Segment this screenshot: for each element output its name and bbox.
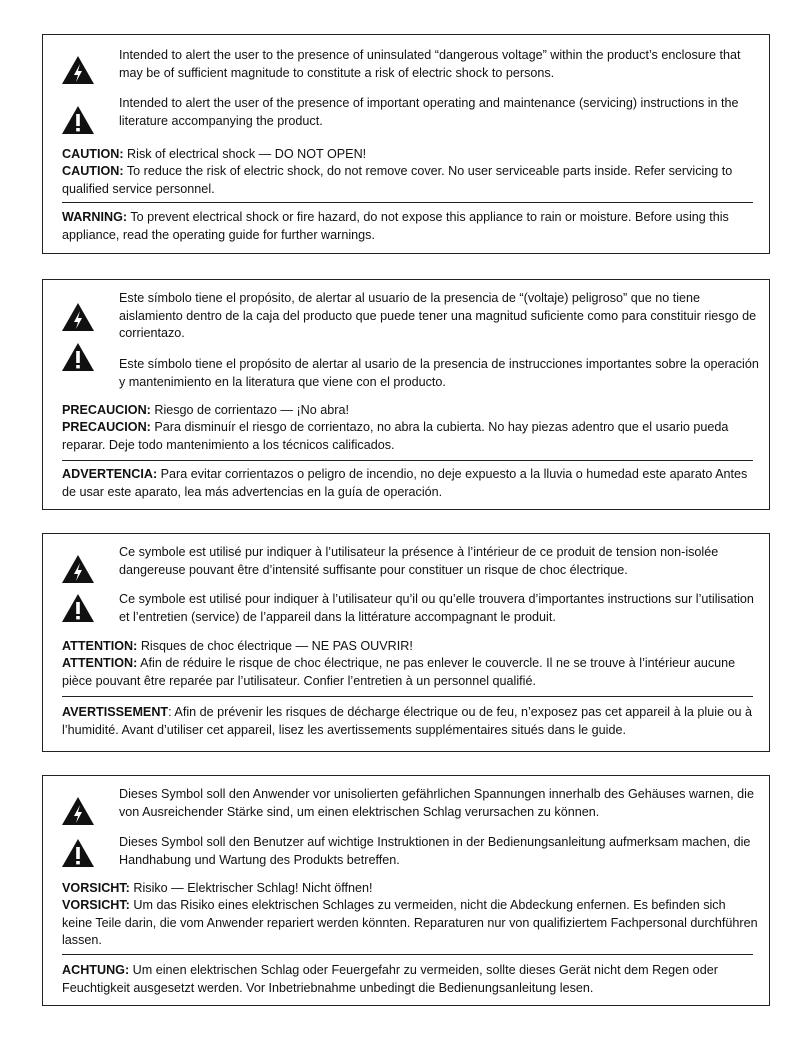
caution-line-2 — [62, 163, 759, 198]
caution-text: To reduce the risk of electric shock, do not remove cover. No user serviceable parts inside. Refer servicing to qualified service personnel. — [62, 164, 733, 196]
caution-text: Para disminuír el riesgo de corrientazo, no abra la cubierta. No hay piezas adentro que el usario pueda reparar. Deje todo mantenimiento a los técnicos calificados. — [62, 420, 729, 452]
warning-label: ADVERTENCIA: — [62, 467, 158, 481]
electric-shock-warning-icon — [61, 796, 95, 826]
maintenance-symbol-text: Dieses Symbol soll den Benutzer auf wichtige Instruktionen in der Bedienungsanleitung aufmerksam machen, die Handhabung und Wartung des Produkts betreffen. — [119, 835, 751, 867]
caution-text: Afin de réduire le risque de choc électrique, ne pas enlever le couvercle. Il ne se trouve à l’intérieur aucune pièce pouvant être reparée par l’utilisateur. Confier l’entretien à un personnel qualifié. — [62, 656, 736, 688]
warning-text: To prevent electrical shock or fire hazard, do not expose this appliance to rain or moisture. Before using this appliance, read the operating guide for further warnings. — [62, 210, 729, 242]
caution-line-2 — [62, 655, 759, 690]
electric-shock-warning-icon — [61, 302, 95, 332]
caution-line-1 — [62, 402, 759, 420]
caution-label: CAUTION: — [62, 164, 124, 178]
warning-paragraph — [62, 962, 759, 997]
maintenance-symbol-text: Este símbolo tiene el propósito de alertar al usario de la presencia de instrucciones importantes sobre la operación y mantenimiento en la literatura que viene con el producto. — [119, 357, 759, 389]
caution-line-1 — [62, 638, 759, 656]
divider — [62, 954, 753, 955]
caution-label: VORSICHT: — [62, 898, 130, 912]
warning-label: WARNING: — [62, 210, 128, 224]
exclamation-warning-icon — [61, 593, 95, 623]
electric-shock-warning-icon — [61, 554, 95, 584]
warning-text: Um einen elektrischen Schlag oder Feuergefahr zu vermeiden, sollte dieses Gerät nicht dem Regen oder Feuchtigkeit ausgesetzt werden. Vor Inbetriebnahme unbedingt die Bedienungsanleitung lesen. — [62, 963, 718, 995]
caution-line-2 — [62, 419, 759, 454]
warning-label: AVERTISSEMENT — [62, 705, 169, 719]
caution-text: Risk of electrical shock — DO NOT OPEN! — [123, 147, 367, 161]
caution-line-1 — [62, 146, 759, 164]
caution-label: ATTENTION: — [62, 639, 138, 653]
caution-text: Um das Risiko eines elektrischen Schlages zu vermeiden, nicht die Abdeckung enfernen. Es befinden sich keine Teile darin, die vom Anwender repariert werden könnten. Reparaturen nur von qualifiziertem Fachpersonal durchführen lassen. — [62, 898, 758, 947]
exclamation-warning-icon — [61, 838, 95, 868]
warning-label: ACHTUNG: — [62, 963, 130, 977]
caution-text: Riesgo de corrientazo — ¡No abra! — [150, 403, 349, 417]
divider — [62, 202, 753, 203]
caution-label: VORSICHT: — [62, 881, 130, 895]
safety-box-german — [42, 775, 770, 1006]
electric-symbol-text: Dieses Symbol soll den Anwender vor unisolierten gefährlichen Spannungen innerhalb des Gehäuses warnen, die von Ausreichender Stärke sind, um einen elektrischen Schlag verursachen zu können. — [119, 787, 754, 819]
warning-paragraph — [62, 704, 759, 739]
caution-line-1 — [62, 880, 759, 898]
warning-paragraph — [62, 466, 759, 501]
safety-box-english — [42, 34, 770, 254]
electric-shock-warning-icon — [61, 55, 95, 85]
warning-paragraph — [62, 209, 759, 244]
divider — [62, 696, 753, 697]
exclamation-warning-icon — [61, 105, 95, 135]
maintenance-symbol-text: Intended to alert the user of the presence of important operating and maintenance (servicing) instructions in the literature accompanying the product. — [119, 96, 739, 128]
safety-box-spanish — [42, 279, 770, 510]
exclamation-warning-icon — [61, 342, 95, 372]
caution-label: CAUTION: — [62, 147, 124, 161]
caution-line-2 — [62, 897, 759, 950]
maintenance-symbol-text: Ce symbole est utilisé pour indiquer à l’utilisateur qu’il ou qu’elle trouvera d’importantes instructions sur l’utilisation et l’entretien (service) de l’appareil dans la littérature accompagnant le produit. — [119, 592, 754, 624]
electric-symbol-text: Este símbolo tiene el propósito, de alertar al usuario de la presencia de “(voltaje) peligroso” que no tiene aislamiento dentro de la caja del producto que puede tener una magnitud suficiente como para constituir riesgo de corrientazo. — [119, 291, 757, 340]
electric-symbol-text: Ce symbole est utilisé pur indiquer à l’utilisateur la présence à l’intérieur de ce produit de tension non-isolée dangereuse pouvant être d’intensité suffisante pour constituer un risque de choc électrique. — [119, 545, 719, 577]
divider — [62, 460, 753, 461]
caution-text: Risiko — Elektrischer Schlag! Nicht öffnen! — [129, 881, 373, 895]
safety-box-french — [42, 533, 770, 752]
caution-label: PRECAUCION: — [62, 420, 151, 434]
caution-label: ATTENTION: — [62, 656, 138, 670]
warning-text: : Afin de prévenir les risques de décharge électrique ou de feu, n’exposez pas cet appareil à la pluie ou à l’humidité. Avant d’utiliser cet appareil, lisez les avertissements supplémentaires situés dans le guide. — [62, 705, 753, 737]
electric-symbol-text: Intended to alert the user to the presence of uninsulated “dangerous voltage” within the product’s enclosure that may be of sufficient magnitude to constitute a risk of electric shock to persons. — [119, 48, 741, 80]
caution-label: PRECAUCION: — [62, 403, 151, 417]
caution-text: Risques de choc électrique — NE PAS OUVRIR! — [137, 639, 413, 653]
warning-text: Para evitar corrientazos o peligro de incendio, no deje expuesto a la lluvia o humedad este aparato Antes de usar este aparato, lea más advertencias en la guía de operación. — [62, 467, 748, 499]
